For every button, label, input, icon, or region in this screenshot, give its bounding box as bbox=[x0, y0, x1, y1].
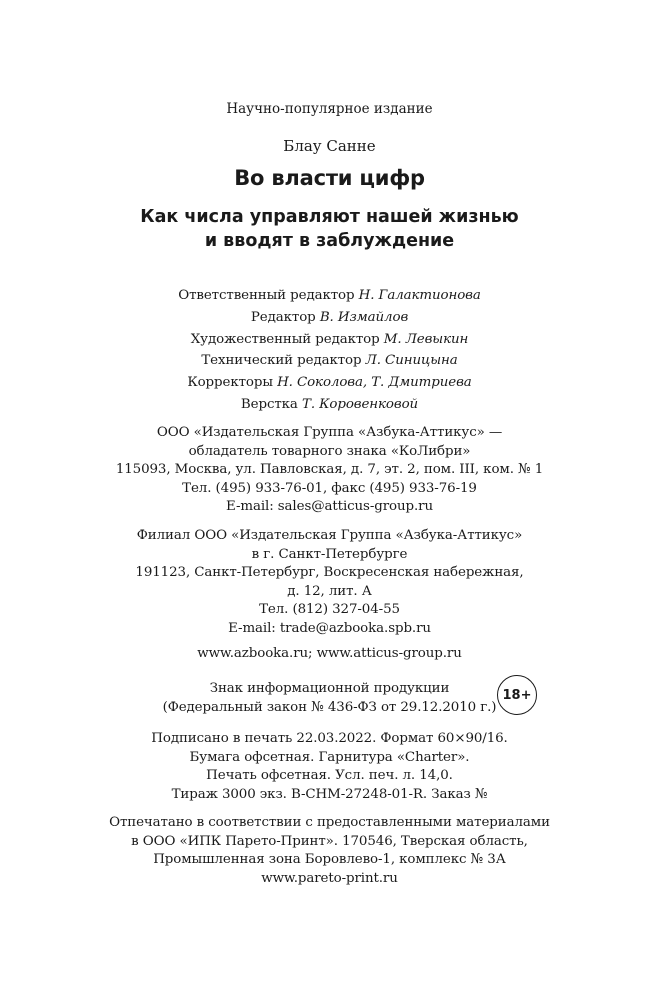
credit-line bbox=[0, 352, 659, 374]
credit-line bbox=[0, 374, 659, 396]
websites: www.azbooka.ru; www.atticus-group.ru bbox=[197, 646, 462, 661]
subtitle-line: Как числа управляют нашей жизнью bbox=[140, 207, 519, 227]
publication-type: Научно-популярное издание bbox=[226, 101, 433, 117]
credit-role: Редактор bbox=[250, 309, 316, 325]
publisher-address: 115093, Москва, ул. Павловская, д. 7, эт. 2, пом. III, ком. № 1 bbox=[115, 462, 544, 478]
publisher-email: E-mail: sales@atticus-group.ru bbox=[226, 499, 433, 515]
credit-name: Л. Синицына bbox=[365, 353, 458, 369]
print-detail-line: Тираж 3000 экз. B-CHM-27248-01-R. Заказ № bbox=[171, 786, 488, 802]
credit-role: Художественный редактор bbox=[190, 331, 380, 347]
printed-by-line: Промышленная зона Боровлево-1, комплекс № 3А bbox=[153, 852, 506, 868]
publisher-line: обладатель товарного знака «КоЛибри» bbox=[188, 443, 471, 459]
author-name: Блау Санне bbox=[283, 137, 376, 155]
branch-phone: Тел. (812) 327-04-55 bbox=[259, 602, 400, 618]
branch-line: Филиал ООО «Издательская Группа «Азбука-Аттикус» bbox=[136, 528, 523, 543]
credits-block bbox=[0, 287, 659, 418]
credit-line bbox=[0, 309, 659, 331]
branch-address: 191123, Санкт-Петербург, Воскресенская набережная, bbox=[135, 565, 524, 581]
publisher-block bbox=[0, 424, 659, 517]
info-product-law: (Федеральный закон № 436-ФЗ от 29.12.2010 г.) bbox=[162, 699, 497, 715]
printer-website: www.pareto-print.ru bbox=[261, 870, 398, 886]
credit-name: Н. Соколова, Т. Дмитриева bbox=[277, 375, 472, 391]
print-detail-line: Бумага офсетная. Гарнитура «Charter». bbox=[189, 749, 470, 765]
print-detail-line: Печать офсетная. Усл. печ. л. 14,0. bbox=[206, 768, 453, 784]
book-title: Во власти цифр bbox=[234, 166, 425, 190]
print-details-block bbox=[0, 730, 659, 804]
publisher-phone: Тел. (495) 933-76-01, факс (495) 933-76-19 bbox=[182, 480, 477, 496]
branch-line: в г. Санкт-Петербурге bbox=[251, 546, 408, 562]
credit-line bbox=[0, 396, 659, 418]
credit-role: Технический редактор bbox=[201, 353, 362, 369]
credit-name: Н. Галактионова bbox=[358, 288, 481, 303]
branch-address: д. 12, лит. А bbox=[287, 583, 372, 599]
printed-by-block bbox=[0, 814, 659, 888]
printed-by-line: в ООО «ИПК Парето-Принт». 170546, Тверская область, bbox=[131, 833, 528, 849]
publisher-line: ООО «Издательская Группа «Азбука-Аттикус» — bbox=[156, 425, 503, 440]
subtitle-line: и вводят в заблуждение bbox=[204, 231, 455, 251]
info-product-line: Знак информационной продукции bbox=[209, 681, 450, 696]
age-rating-badge: 18+ bbox=[497, 675, 537, 715]
credit-role: Ответственный редактор bbox=[178, 288, 355, 303]
book-subtitle bbox=[0, 205, 659, 253]
credit-line bbox=[0, 331, 659, 353]
branch-block bbox=[0, 527, 659, 639]
credit-role: Верстка bbox=[240, 396, 298, 412]
credit-name: В. Измайлов bbox=[319, 309, 409, 325]
credit-role: Корректоры bbox=[187, 375, 273, 391]
credit-line bbox=[0, 287, 659, 309]
info-product-block bbox=[0, 680, 659, 717]
credit-name: Т. Коровенковой bbox=[301, 396, 419, 412]
credit-name: М. Левыкин bbox=[383, 331, 469, 347]
print-detail-line: Подписано в печать 22.03.2022. Формат 60×90/16. bbox=[151, 731, 508, 746]
printed-by-line: Отпечатано в соответствии с предоставленными материалами bbox=[109, 815, 550, 830]
branch-email: E-mail: trade@azbooka.spb.ru bbox=[228, 620, 431, 636]
